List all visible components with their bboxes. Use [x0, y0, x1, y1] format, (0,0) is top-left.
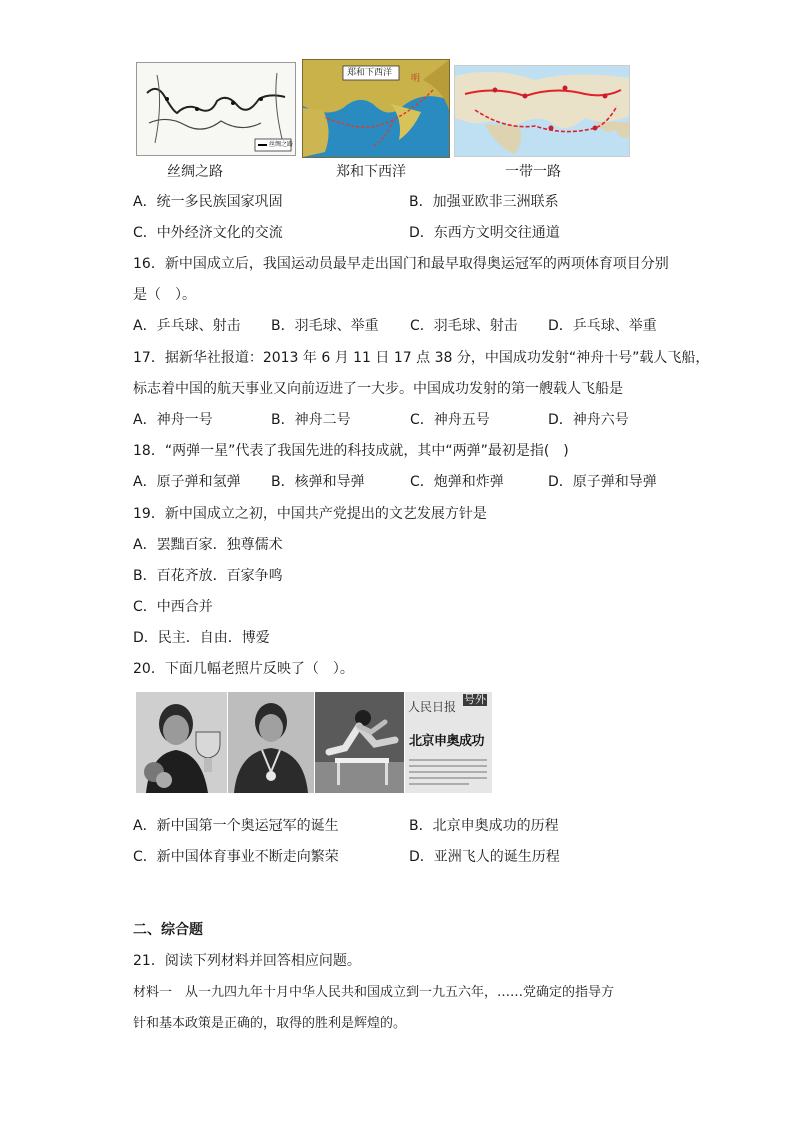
q16-stem-line1: 16．新中国成立后，我国运动员最早走出国门和最早取得奥运冠军的两项体育项目分别 [133, 256, 669, 272]
caption-zheng-he: 郑和下西洋 [336, 164, 406, 180]
caption-silk-road: 丝绸之路 [167, 164, 223, 180]
photo-athlete-trophy [136, 692, 227, 793]
q16-option-d: D．乒乓球、举重 [548, 318, 657, 334]
q15-option-d: D．东西方文明交往通道 [409, 225, 560, 241]
q19-stem: 19．新中国成立之初，中国共产党提出的文艺发展方针是 [133, 506, 487, 522]
belt-and-road-map [454, 65, 630, 157]
q21-stem: 21．阅读下列材料并回答相应问题。 [133, 953, 361, 969]
material-line2: 针和基本政策是正确的，取得的胜利是辉煌的。 [133, 1016, 407, 1031]
q17-stem-line2: 标志着中国的航天事业又向前迈进了一大步。中国成功发射的第一艘载人飞船是 [133, 381, 623, 397]
q15-option-c: C．中外经济文化的交流 [133, 225, 283, 241]
q20-option-b: B．北京申奥成功的历程 [409, 818, 559, 834]
q19-option-b: B．百花齐放．百家争鸣 [133, 568, 283, 584]
silk-road-legend: 丝绸之路 [269, 141, 294, 148]
q18-option-c: C．炮弹和炸弹 [410, 474, 504, 490]
q18-option-d: D．原子弹和导弹 [548, 474, 657, 490]
q16-option-b: B．羽毛球、举重 [271, 318, 379, 334]
material-line1: 材料一 从一九四九年十月中华人民共和国成立到一九五六年，……党确定的指导方 [133, 985, 615, 1000]
q18-stem: 18．“两弹一星”代表了我国先进的科技成就，其中“两弹”最初是指( ) [133, 443, 569, 459]
q20-option-c: C．新中国体育事业不断走向繁荣 [133, 849, 339, 865]
newspaper-masthead: 人民日报 [408, 700, 457, 714]
q17-option-a: A．神舟一号 [133, 412, 213, 428]
zheng-he-map-title: 郑和下西洋 [347, 68, 393, 78]
q16-option-a: A．乒乓球、射击 [133, 318, 241, 334]
q17-option-c: C．神舟五号 [410, 412, 490, 428]
caption-belt-road: 一带一路 [505, 164, 561, 180]
photo-athlete-medal [228, 692, 314, 793]
q20-option-a: A．新中国第一个奥运冠军的诞生 [133, 818, 339, 834]
q17-option-b: B．神舟二号 [271, 412, 351, 428]
silk-road-map [136, 62, 296, 156]
q19-option-d: D．民主．自由．博爱 [133, 630, 270, 646]
q19-option-a: A．罢黜百家．独尊儒术 [133, 537, 283, 553]
q18-option-a: A．原子弹和氢弹 [133, 474, 241, 490]
q17-stem-line1: 17．据新华社报道：2013 年 6 月 11 日 17 点 38 分，中国成功发射“神舟十号”载人飞船， [133, 350, 710, 366]
q19-option-c: C．中西合并 [133, 599, 213, 615]
zheng-he-map [302, 59, 450, 158]
newspaper-headline: 北京申奥成功 [409, 734, 485, 749]
q16-option-c: C．羽毛球、射击 [410, 318, 518, 334]
photo-hurdler [315, 692, 404, 793]
section-heading: 二、综合题 [133, 922, 203, 938]
newspaper-extra-badge: 号外 [464, 693, 486, 706]
ming-label: 明 [411, 74, 421, 84]
q15-option-b: B．加强亚欧非三洲联系 [409, 194, 559, 210]
q18-option-b: B．核弹和导弹 [271, 474, 365, 490]
q15-option-a: A．统一多民族国家巩固 [133, 194, 283, 210]
q20-option-d: D．亚洲飞人的诞生历程 [409, 849, 560, 865]
photo-newspaper [405, 692, 492, 793]
q20-stem: 20．下面几幅老照片反映了（ ）。 [133, 661, 354, 677]
q17-option-d: D．神舟六号 [548, 412, 629, 428]
q16-stem-line2: 是（ ）。 [133, 287, 196, 303]
